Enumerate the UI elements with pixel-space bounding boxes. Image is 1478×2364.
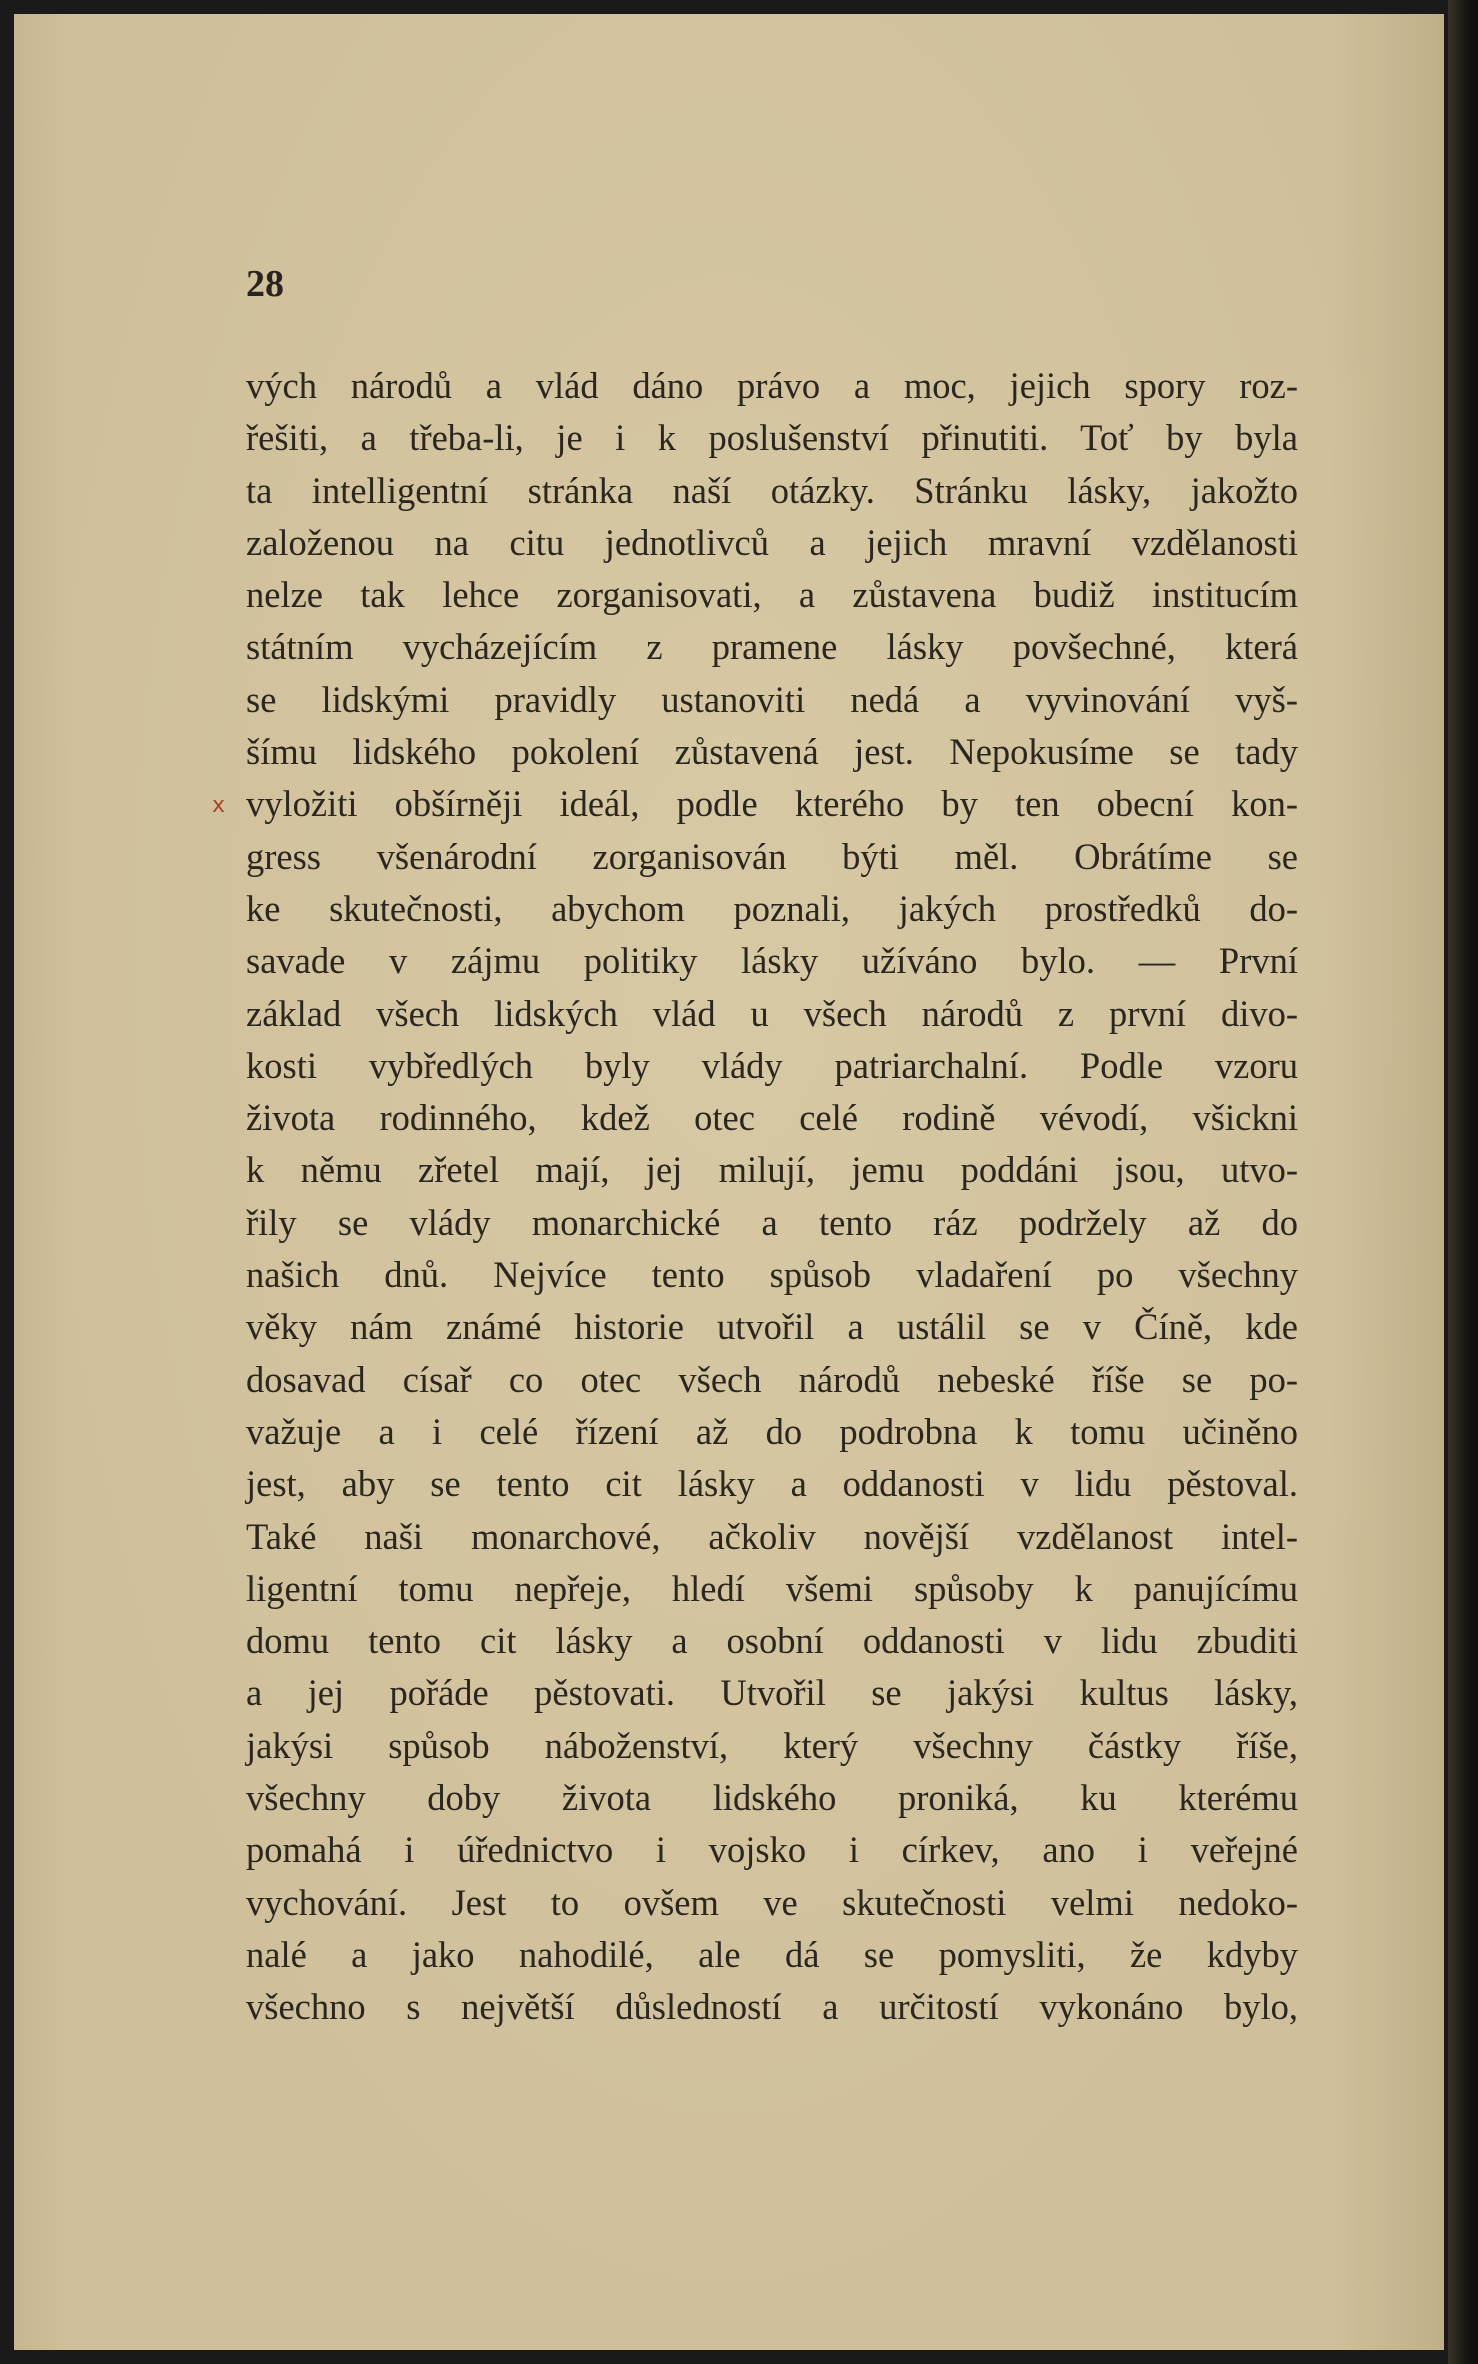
text-line: vých národů a vlád dáno právo a moc, jejich spory roz- — [246, 365, 1298, 406]
body-text — [246, 360, 1298, 2034]
text-line: k němu zřetel mají, jej milují, jemu poddáni jsou, utvo- — [246, 1149, 1298, 1191]
text-line: važuje a i celé řízení až do podrobna k tomu učiněno — [246, 1410, 1298, 1452]
text-line: jest, aby se tento cit lásky a oddanosti v lidu pěstoval. — [246, 1463, 1298, 1505]
text-line: všechny doby života lidského proniká, ku kterému — [246, 1777, 1298, 1819]
text-line: ta intelligentní stránka naší otázky. Stránku lásky, jakožto — [246, 469, 1298, 511]
text-line: založenou na citu jednotlivců a jejich mravní vzdělanosti — [246, 521, 1298, 563]
text-line: šímu lidského pokolení zůstavená jest. Nepokusíme se tady — [246, 731, 1298, 773]
text-line: se lidskými pravidly ustanoviti nedá a vyvinování vyš- — [246, 678, 1298, 720]
text-line: pomahá i úřednictvo i vojsko i církev, ano i veřejné — [246, 1829, 1298, 1871]
book-spine — [1448, 0, 1478, 2364]
page-number: 28 — [246, 263, 284, 305]
text-line: řily se vlády monarchické a tento ráz podržely až do — [246, 1201, 1298, 1243]
text-line: ligentní tomu nepřeje, hledí všemi spůsoby k panujícímu — [246, 1567, 1298, 1609]
text-line: Také naši monarchové, ačkoliv novější vzdělanost intel- — [246, 1515, 1298, 1557]
text-line: základ všech lidských vlád u všech národů z první divo- — [246, 992, 1298, 1034]
text-line: řešiti, a třeba-li, je i k poslušenství přinutiti. Toť by byla — [246, 417, 1298, 459]
text-line: nalé a jako nahodilé, ale dá se pomysliti, že kdyby — [246, 1933, 1298, 1975]
text-line: našich dnů. Nejvíce tento spůsob vladaření po všechny — [246, 1254, 1298, 1296]
text-line: ke skutečnosti, abychom poznali, jakých prostředků do- — [246, 887, 1298, 929]
margin-annotation-mark: x — [212, 793, 226, 818]
text-line: vychování. Jest to ovšem ve skutečnosti velmi nedoko- — [246, 1881, 1298, 1923]
text-line: savade v zájmu politiky lásky užíváno bylo. — První — [246, 940, 1298, 982]
text-line: věky nám známé historie utvořil a ustálil se v Číně, kde — [246, 1306, 1298, 1348]
text-line: jakýsi spůsob náboženství, který všechny částky říše, — [246, 1724, 1298, 1766]
text-line: a jej pořáde pěstovati. Utvořil se jakýsi kultus lásky, — [246, 1672, 1298, 1714]
text-line: všechno s největší důsledností a určitostí vykonáno bylo, — [246, 1986, 1298, 2028]
text-line: dosavad císař co otec všech národů nebeské říše se po- — [246, 1358, 1298, 1400]
text-line: státním vycházejícím z pramene lásky povšechné, která — [246, 626, 1298, 668]
text-line: kosti vybředlých byly vlády patriarchalní. Podle vzoru — [246, 1044, 1298, 1086]
text-line: nelze tak lehce zorganisovati, a zůstavena budiž institucím — [246, 574, 1298, 616]
text-line: vyložiti obšírněji ideál, podle kterého by ten obecní kon- — [246, 783, 1298, 825]
text-line: gress všenárodní zorganisován býti měl. Obrátíme se — [246, 835, 1298, 877]
text-line: domu tento cit lásky a osobní oddanosti v lidu zbuditi — [246, 1620, 1298, 1662]
text-line: života rodinného, kdež otec celé rodině vévodí, všickni — [246, 1097, 1298, 1139]
